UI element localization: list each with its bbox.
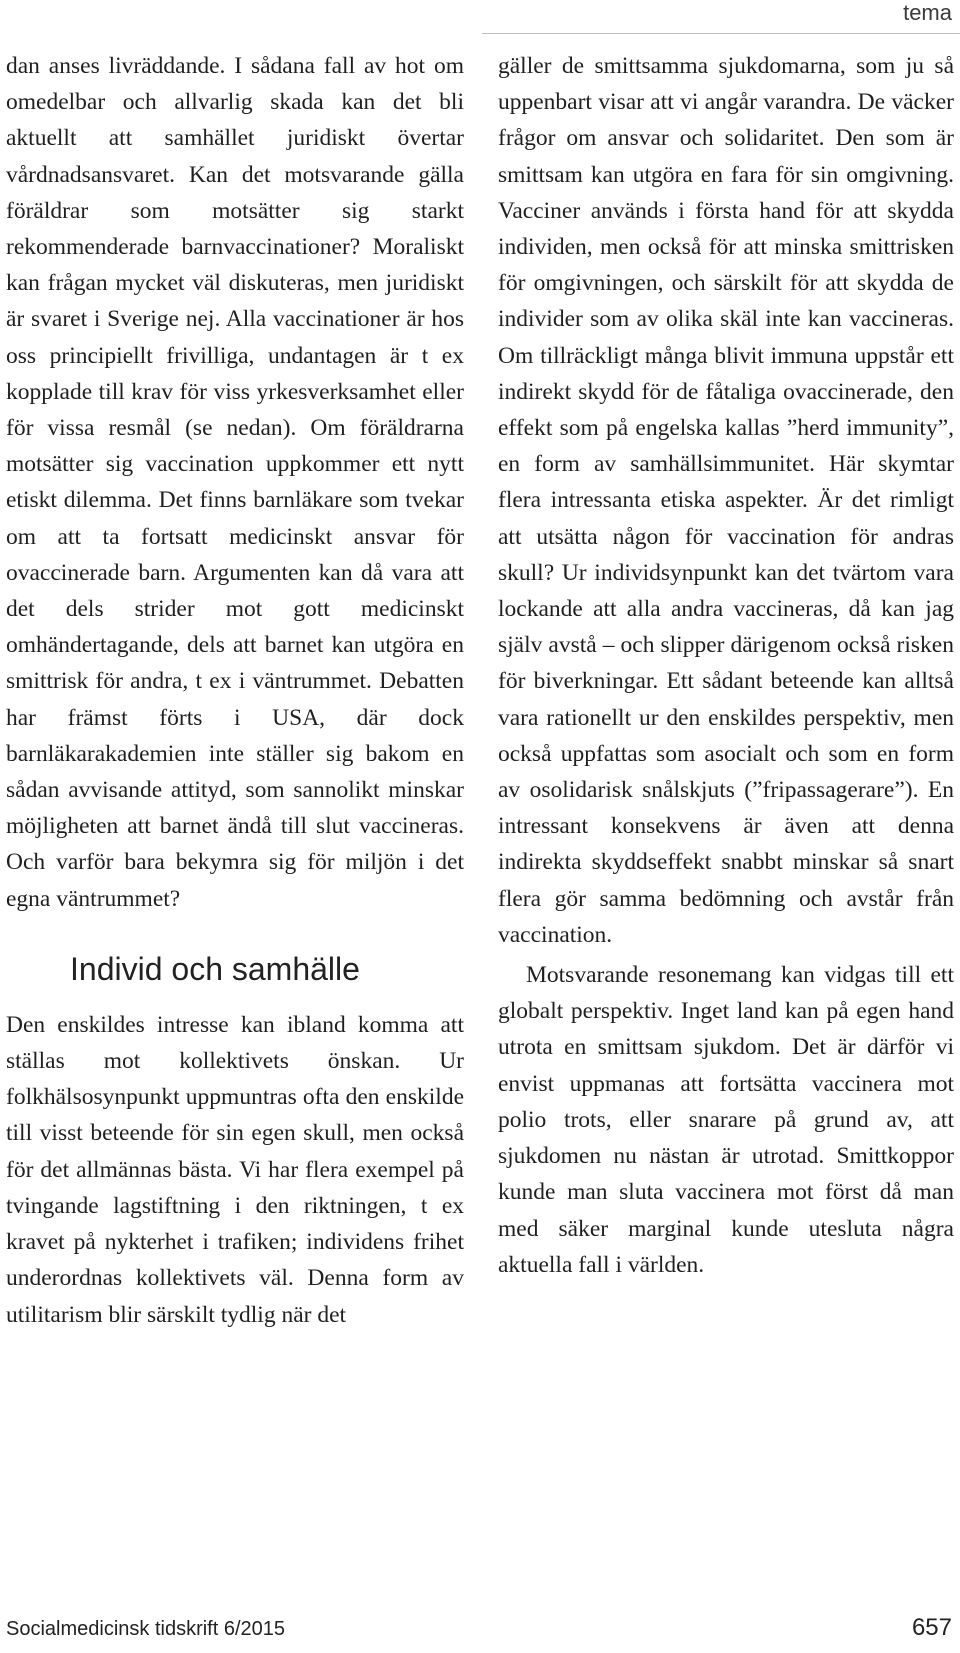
right-paragraph-1: gäller de smittsamma sjukdomarna, som ju så uppenbart visar att vi angår varandra. De väcker frågor om ansvar och solidaritet. Den som är smittsam kan utgöra en fara för sin omgivning. Vacciner används i första hand för att skydda individen, men också för att minska smittrisken för omgivningen, och särskilt för att skydda de individer som av olika skäl inte kan vaccineras. Om tillräckligt många blivit immuna uppstår ett indirekt skydd för de fåtaliga ovaccinerade, den effekt som på engelska kallas ”herd immunity”, en form av samhällsimmunitet. Här skymtar flera intressanta etiska aspekter. Är det rimligt att utsätta någon för vaccination för andras skull? Ur individsynpunkt kan det tvärtom vara lockande att alla andra vaccineras, då kan jag själv avstå – och slipper därigenom också risken för biverkningar. Ett sådant beteende kan alltså vara rationellt ur den enskildes perspektiv, men också uppfattas som asocialt och som en form av osolidarisk snålskjuts (”fripassagerare”). En intressant konsekvens är även att denna indirekta skyddseffekt snabbt minskar så snart flera gör samma bedömning och avstår från vaccination.: [498, 53, 954, 948]
right-column: [498, 48, 954, 1283]
journal-footer: Socialmedicinsk tidskrift 6/2015: [6, 1618, 286, 1640]
header-rule: [482, 33, 960, 34]
left-paragraph-1: dan anses livräddande. I sådana fall av hot om omedelbar och allvarlig skada kan det bli aktuellt att samhället juridiskt övertar vårdnadsansvaret. Kan det motsvarande gälla föräldrar som motsätter sig starkt rekommenderade barnvaccinationer? Moraliskt kan frågan mycket väl diskuteras, men juridiskt är svaret i Sverige nej. Alla vaccinationer är hos oss principiellt frivilliga, undantagen är t ex kopplade till krav för viss yrkesverksamhet eller för vissa resmål (se nedan). Om föräldrarna motsätter sig vaccination uppkommer ett nytt etiskt dilemma. Det finns barnläkare som tvekar om att ta fortsatt medicinskt ansvar för ovaccinerade barn. Argumenten kan då vara att det dels strider mot gott medicinskt omhändertagande, dels att barnet kan utgöra en smittrisk för andra, t ex i väntrummet. Debatten har främst förts i USA, där dock barnläkarakademien inte ställer sig bakom en sådan avvisande attityd, som sannolikt minskar möjligheten att barnet ändå till slut vaccineras. Och varför bara bekymra sig för miljön i det egna väntrummet?: [6, 53, 464, 912]
page-number: 657: [911, 1614, 952, 1641]
section-tag: tema: [903, 0, 952, 25]
left-paragraph-2: Den enskildes intresse kan ibland komma att ställas mot kollektivets önskan. Ur folkhälsosynpunkt uppmuntras ofta den enskilde till visst beteende för sin egen skull, men också för det allmännas bästa. Vi har flera exempel på tvingande lagstiftning i den riktningen, t ex kravet på nykterhet i trafiken; individens frihet underordnas kollektivets väl. Denna form av utilitarism blir särskilt tydlig när det: [6, 1011, 464, 1328]
section-heading: Individ och samhälle: [70, 950, 360, 987]
left-column: [6, 48, 464, 1333]
right-paragraph-2: Motsvarande resonemang kan vidgas till ett globalt perspektiv. Inget land kan på egen hand utrota en smittsam sjukdom. Det är därför vi envist uppmanas att fortsätta vaccinera mot polio trots, eller snarare på grund av, att sjukdomen nu nästan är utrotad. Smittkoppor kunde man sluta vaccinera mot först då man med säker marginal kunde utesluta några aktuella fall i världen.: [498, 962, 954, 1278]
